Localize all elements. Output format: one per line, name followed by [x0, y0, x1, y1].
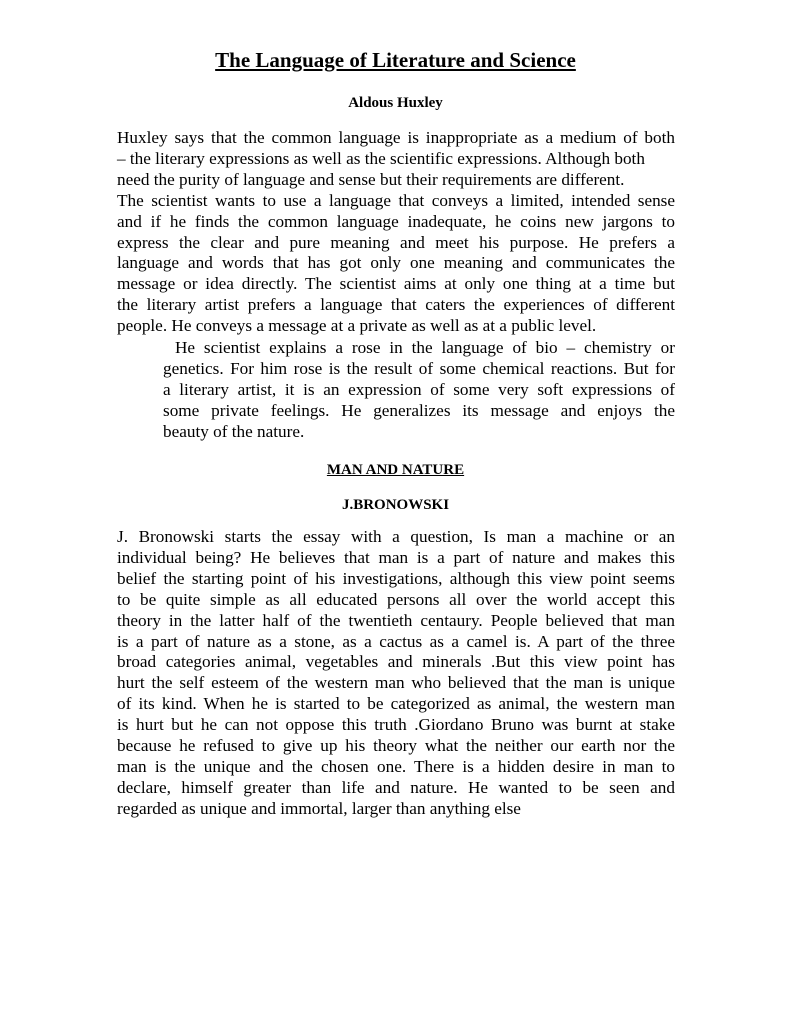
text-line: declare, himself greater than life and nature. He wanted to be seen and: [117, 777, 675, 797]
text-line: the literary artist prefers a language that caters the experiences of different: [117, 295, 675, 315]
paragraph-rose-example: [163, 338, 675, 443]
text-line: belief the starting point of his investigations, although this view point seems: [117, 568, 675, 588]
text-line: individual being? He believes that man is a part of nature and makes this: [117, 547, 675, 567]
text-line: regarded as unique and immortal, larger than anything else: [117, 798, 521, 818]
section-author: J.BRONOWSKI: [341, 497, 450, 513]
text-line: of its kind. When he is started to be categorized as animal, the western man: [117, 694, 675, 714]
text-line: genetics. For him rose is the result of some chemical reactions. But for: [163, 358, 675, 378]
text-line: is hurt but he can not oppose this truth .Giordano Bruno was burnt at stake: [117, 715, 675, 735]
paragraph-huxley-intro: [117, 128, 675, 337]
text-line: broad categories animal, vegetables and minerals .But this view point has: [117, 652, 675, 672]
text-line: people. He conveys a message at a private as well as at a public level.: [117, 316, 597, 336]
text-line: express the clear and pure meaning and meet his purpose. He prefers a: [117, 232, 675, 252]
text-line: beauty of the nature.: [163, 421, 305, 441]
text-line: is a part of nature as a stone, as a cactus as a camel is. A part of the three: [117, 631, 675, 651]
text-line: message or idea directly. The scientist aims at only one thing at a time but: [117, 274, 675, 294]
text-line: J. Bronowski starts the essay with a question, Is man a machine or an: [117, 527, 675, 546]
text-line: language and words that has got only one meaning and communicates the: [117, 253, 675, 273]
text-line: some private feelings. He generalizes its message and enjoys the: [163, 400, 675, 420]
text-line: Huxley says that the common language is inappropriate as a medium of both: [117, 128, 675, 147]
paragraph-bronowski: [117, 527, 675, 820]
text-line: because he refused to give up his theory what the neither our earth nor the: [117, 736, 675, 756]
text-line: a literary artist, it is an expression of some very soft expressions of: [163, 379, 675, 399]
author-name: Aldous Huxley: [348, 95, 443, 111]
section-title: MAN AND NATURE: [326, 462, 465, 478]
text-line: theory in the latter half of the twentieth centaury. People believed that man: [117, 610, 675, 630]
document-title: The Language of Literature and Science: [215, 48, 576, 72]
text-line: need the purity of language and sense but their requirements are different.: [117, 169, 625, 189]
text-line: – the literary expressions as well as the scientific expressions. Although both: [117, 148, 645, 168]
text-line: The scientist wants to use a language that conveys a limited, intended sense: [117, 190, 675, 210]
text-line: He scientist explains a rose in the language of bio – chemistry or: [175, 338, 675, 357]
text-line: to be quite simple as all educated persons all over the world accept this: [117, 589, 675, 609]
text-line: and if he finds the common language inadequate, he coins new jargons to: [117, 211, 675, 231]
text-line: hurt the self esteem of the western man who believed that the man is unique: [117, 673, 675, 693]
text-line: man is the unique and the chosen one. There is a hidden desire in man to: [117, 756, 675, 776]
